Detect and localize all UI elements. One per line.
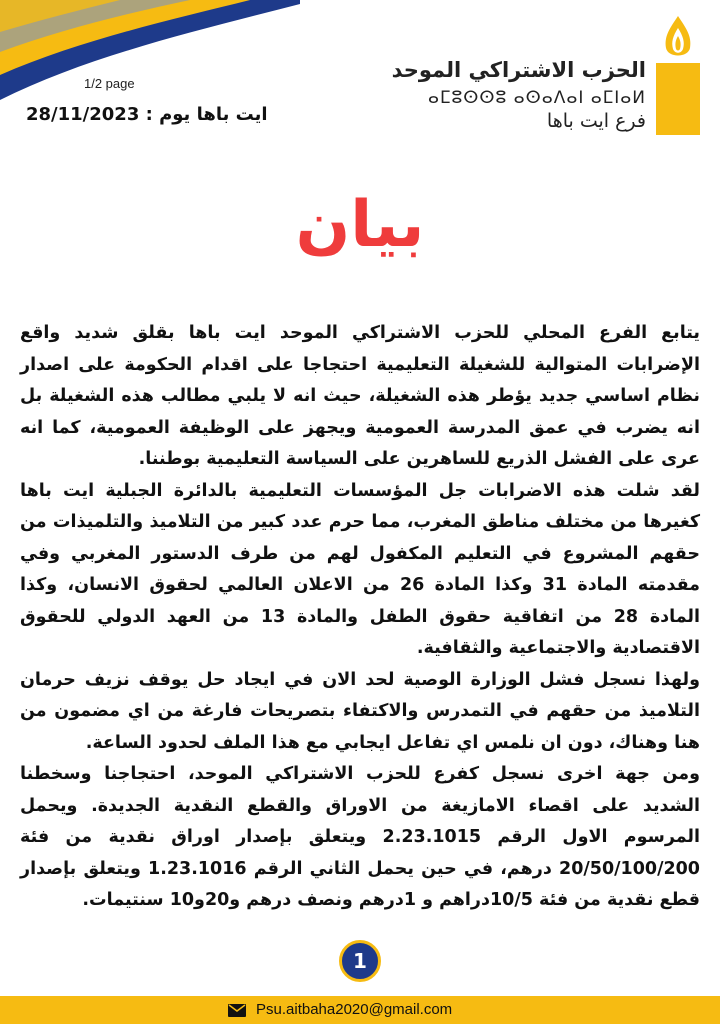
tifinagh-name: ⴰⵎⵓⵙⵙⵓ ⴰⵙⴰⴷⴰⵏ ⴰⵎⵏⴰⵍ — [427, 88, 646, 108]
branch-name: فرع ايت باها — [546, 110, 646, 132]
document-title: بيان — [295, 188, 425, 262]
paragraph-4: ومن جهة اخرى نسجل كفرع للحزب الاشتراكي الموحد، احتجاجنا وسخطنا الشديد على اقصاء الامازيغة من الاوراق والقطع النقدية الجديدة. ويحمل المرسوم الاول الرقم 2.23.1015 ويتعلق بإصدار اوراق نقدية من فئة 20/50/100/200 درهم، في حين يحمل الثاني الرقم 1.23.1016 ويتعلق بإصدار قطع نقدية من فئة 10/5دراهم و 1درهم ونصف درهم و20و10 سنتيمات. — [20, 764, 701, 910]
party-name: الحزب الاشتراكي الموحد — [391, 58, 646, 82]
footer-bar — [0, 996, 720, 1024]
date-line: ايت باها يوم : 28/11/2023 — [26, 104, 268, 125]
corner-decoration — [0, 0, 300, 110]
paragraph-1: يتابع الفرع المحلي للحزب الاشتراكي الموحد ايت باها بقلق شديد واقع الإضرابات المتوالية للشغيلة التعليمية احتجاجا على اقدام الحكومة على اصدار نظام اساسي جديد يؤطر هذه الشغيلة، حيث انه لا يلبي مطالب هذه الشغيلة بل انه يضرب في عمق المدرسة العمومية ويجهز على الوظيفة العمومية، كما انه عرى على الفشل الذريع للساهرين على السياسة التعليمية بوطننا. — [20, 323, 700, 469]
envelope-icon — [228, 1004, 246, 1017]
paragraph-2: لقد شلت هذه الاضرابات جل المؤسسات التعليمية بالدائرة الجبلية ايت باها كغيرها من مختلف مناطق المغرب، مما حرم عدد كبير من التلاميذ والتلميذات من حقهم المشروع في التعليم المكفول لهم من طرف الدستور المغربي وفي مقدمته المادة 31 وكذا المادة 26 من الاعلان العالمي لحقوق الانسان، وكذا المادة 28 من اتفاقية حقوق الطفل والمادة 13 من العهد الدولي للحقوق الاقتصادية والاجتماعية والثقافية. — [20, 480, 701, 658]
flame-icon — [658, 14, 698, 64]
page-number-badge: 1 — [339, 940, 381, 982]
footer-email[interactable]: Psu.aitbaha2020@gmail.com — [256, 1001, 453, 1018]
statement-body — [20, 318, 700, 917]
party-logo — [391, 8, 700, 138]
candle-icon — [656, 63, 700, 135]
paragraph-3: ولهذا نسجل فشل الوزارة الوصية لحد الان في ايجاد حل يوقف نزيف حرمان التلاميذ من حقهم في التمدرس والاكتفاء بتصريحات فارغة من اي مضمون من هنا وهناك، دون ان نلمس اي تفاعل ايجابي مع هذا الملف لحدود الساعة. — [20, 669, 700, 753]
page-number: 1/2 page — [84, 76, 135, 91]
